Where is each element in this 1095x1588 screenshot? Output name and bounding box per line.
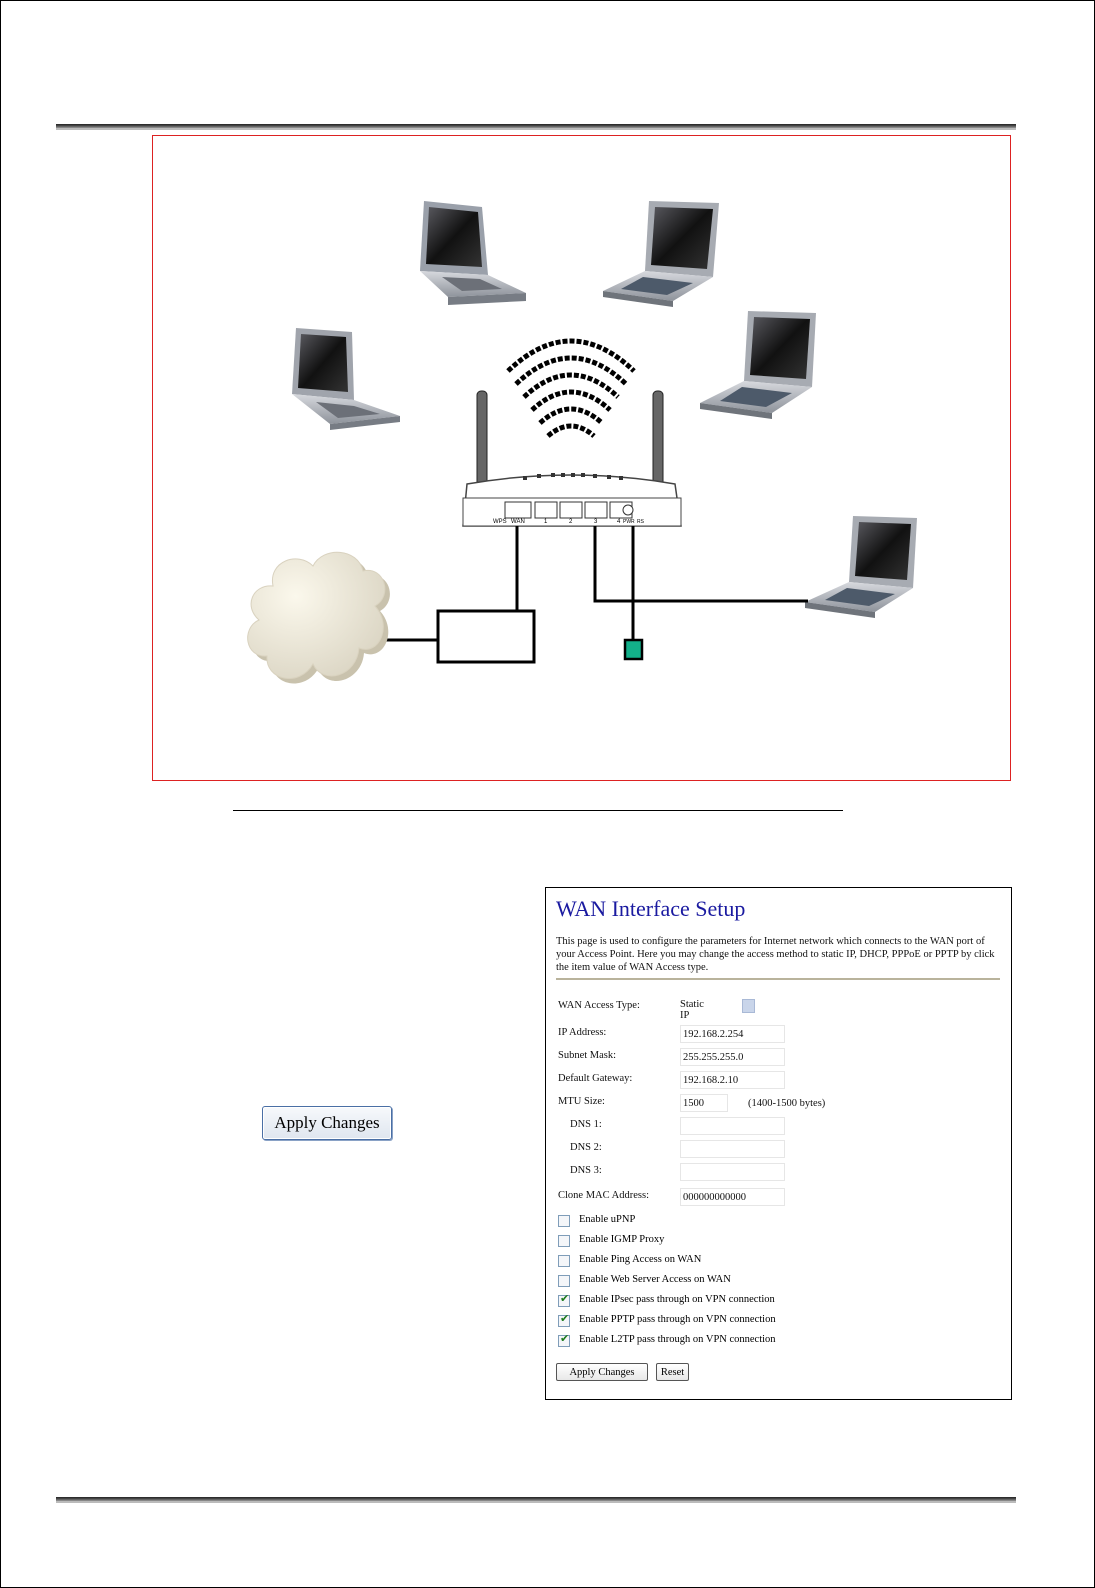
checkbox[interactable] xyxy=(558,1295,570,1307)
internet-cloud-icon xyxy=(248,552,390,683)
checkbox[interactable] xyxy=(558,1315,570,1327)
apply-changes-small-button[interactable]: Apply Changes xyxy=(556,1363,648,1381)
check-icon: ✔ xyxy=(560,1333,570,1345)
caption-underline xyxy=(233,810,843,811)
default-gateway-input[interactable] xyxy=(680,1071,785,1089)
port-label: WPS xyxy=(493,519,507,525)
port-label: RS xyxy=(637,519,644,525)
top-rule xyxy=(56,124,1016,130)
laptop-icon xyxy=(700,311,816,419)
field-label: MTU Size: xyxy=(558,1096,605,1107)
checkbox[interactable] xyxy=(558,1215,570,1227)
port-label: 2 xyxy=(569,519,573,525)
laptop-icon xyxy=(292,328,400,430)
field-label: Clone MAC Address: xyxy=(558,1190,650,1201)
clone-mac-input[interactable] xyxy=(680,1188,785,1206)
dns1-input[interactable] xyxy=(680,1117,785,1135)
wan-access-type-select[interactable]: Static IP xyxy=(680,999,704,1021)
check-icon: ✔ xyxy=(560,1293,570,1305)
option-label: Enable Ping Access on WAN xyxy=(579,1254,702,1265)
option-label: Enable uPNP xyxy=(579,1214,636,1225)
mtu-unit-hint: (1400-1500 bytes) xyxy=(748,1098,826,1109)
reset-button[interactable]: Reset xyxy=(656,1363,689,1381)
option-label: Enable PPTP pass through on VPN connection xyxy=(579,1314,776,1325)
field-label: Default Gateway: xyxy=(558,1073,633,1084)
checkbox[interactable] xyxy=(558,1335,570,1347)
port-label: PWR xyxy=(623,519,635,525)
dropdown-arrow-icon[interactable] xyxy=(742,999,755,1013)
port-label: 4 xyxy=(617,519,621,525)
port-label: 3 xyxy=(594,519,598,525)
field-label: DNS 3: xyxy=(570,1165,602,1176)
divider xyxy=(556,978,1000,980)
modem-box xyxy=(438,611,534,662)
subnet-mask-input[interactable] xyxy=(680,1048,785,1066)
checkbox[interactable] xyxy=(558,1235,570,1247)
option-label: Enable IPsec pass through on VPN connection xyxy=(579,1294,775,1305)
apply-changes-button[interactable]: Apply Changes xyxy=(262,1106,392,1140)
network-diagram xyxy=(152,135,1011,781)
page-description: This page is used to configure the parameters for Internet network which connects to the WAN port of your Access Point. Here you may change the access method to static IP, DHCP, PPPoE or PPTP by click the item value of WAN Access type. xyxy=(556,936,995,973)
diagram-drawing xyxy=(153,136,1010,780)
field-label: WAN Access Type: xyxy=(558,1000,640,1011)
dns2-input[interactable] xyxy=(680,1140,785,1158)
port-label: 1 xyxy=(544,519,548,525)
checkbox[interactable] xyxy=(558,1275,570,1287)
ip-address-input[interactable] xyxy=(680,1025,785,1043)
wireless-signal-icon xyxy=(508,341,634,436)
green-device-box xyxy=(625,640,642,659)
bottom-rule xyxy=(56,1497,1016,1503)
field-label: DNS 2: xyxy=(570,1142,602,1153)
laptop-icon xyxy=(805,516,917,618)
dns3-input[interactable] xyxy=(680,1163,785,1181)
checkbox[interactable] xyxy=(558,1255,570,1267)
option-label: Enable Web Server Access on WAN xyxy=(579,1274,731,1285)
check-icon: ✔ xyxy=(560,1313,570,1325)
wan-interface-setup-panel xyxy=(545,887,1012,1400)
page-title: WAN Interface Setup xyxy=(556,896,746,921)
laptop-icon xyxy=(420,201,526,305)
field-label: IP Address: xyxy=(558,1027,607,1038)
field-label: DNS 1: xyxy=(570,1119,602,1130)
option-label: Enable IGMP Proxy xyxy=(579,1234,665,1245)
laptop-icon xyxy=(603,201,719,307)
option-label: Enable L2TP pass through on VPN connection xyxy=(579,1334,776,1345)
field-label: Subnet Mask: xyxy=(558,1050,617,1061)
mtu-size-input[interactable] xyxy=(680,1094,728,1112)
port-label: WAN xyxy=(511,519,525,525)
